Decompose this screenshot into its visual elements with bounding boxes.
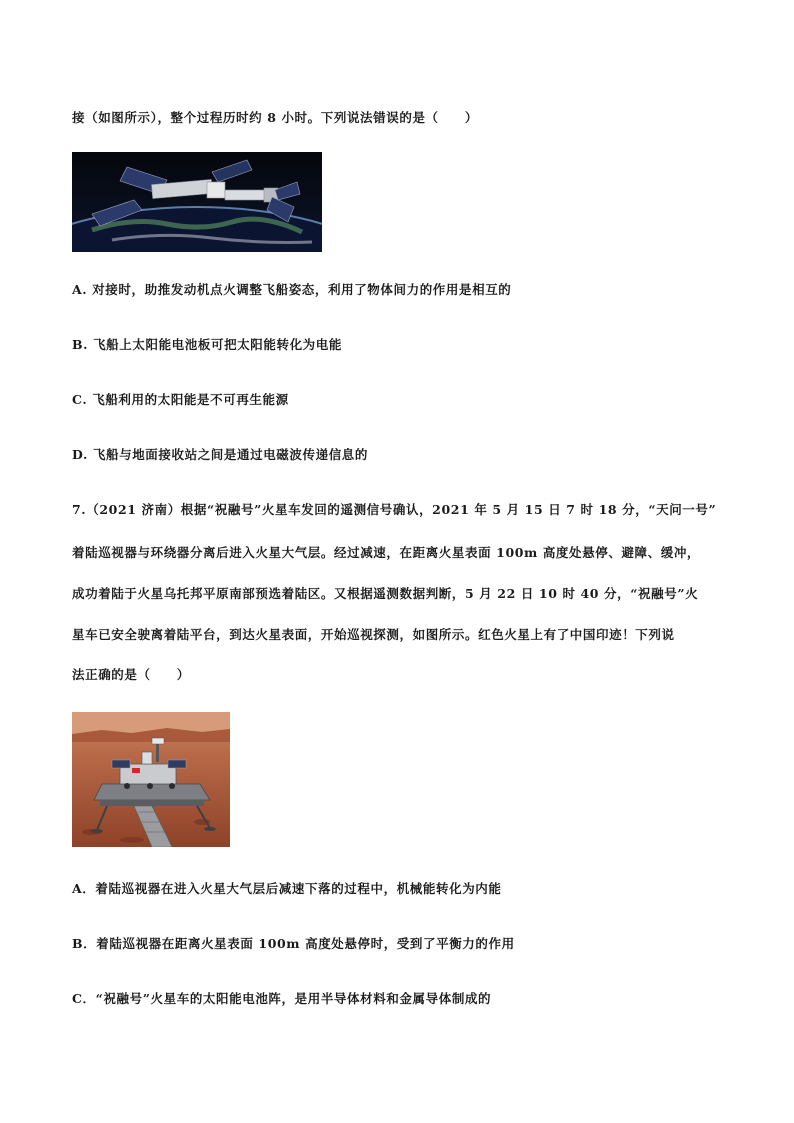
q7-option-b: B．着陆巡视器在距离火星表面 100m 高度处悬停时，受到了平衡力的作用 — [72, 936, 515, 951]
q7-option-a: A．着陆巡视器在进入火星大气层后减速下落的过程中，机械能转化为内能 — [72, 881, 502, 896]
space-station-illustration — [72, 152, 322, 252]
question-7-line-5: 法正确的是（ ） — [72, 667, 190, 682]
question-7-line-1: 7.（2021 济南）根据“祝融号”火星车发回的遥测信号确认，2021 年 5 月 15 日 7 时 18 分，“天问一号” — [72, 502, 717, 517]
q6-option-b: B. 飞船上太阳能电池板可把太阳能转化为电能 — [72, 337, 342, 352]
question-7-line-3: 成功着陆于火星乌托邦平原南部预选着陆区。又根据遥测数据判断，5 月 22 日 10 时 40 分，“祝融号”火 — [72, 586, 699, 601]
q7-option-c: C．“祝融号”火星车的太阳能电池阵，是用半导体材料和金属导体制成的 — [72, 991, 492, 1006]
q6-option-d: D. 飞船与地面接收站之间是通过电磁波传递信息的 — [72, 447, 368, 462]
mars-rover-figure — [72, 712, 230, 847]
question-7-line-2: 着陆巡视器与环绕器分离后进入火星大气层。经过减速，在距离火星表面 100m 高度处悬停、避障、缓冲， — [72, 545, 701, 560]
q6-option-c: C. 飞船利用的太阳能是不可再生能源 — [72, 392, 289, 407]
q6-option-a: A. 对接时，助推发动机点火调整飞船姿态，利用了物体间力的作用是相互的 — [72, 282, 512, 297]
question-7-line-4: 星车已安全驶离着陆平台，到达火星表面，开始巡视探测，如图所示。红色火星上有了中国印迹！下列说 — [72, 627, 675, 642]
mars-rover-illustration — [72, 712, 230, 847]
question-6-stem-end: 接（如图所示），整个过程历时约 8 小时。下列说法错误的是（ ） — [72, 110, 478, 125]
space-station-figure — [72, 152, 322, 252]
